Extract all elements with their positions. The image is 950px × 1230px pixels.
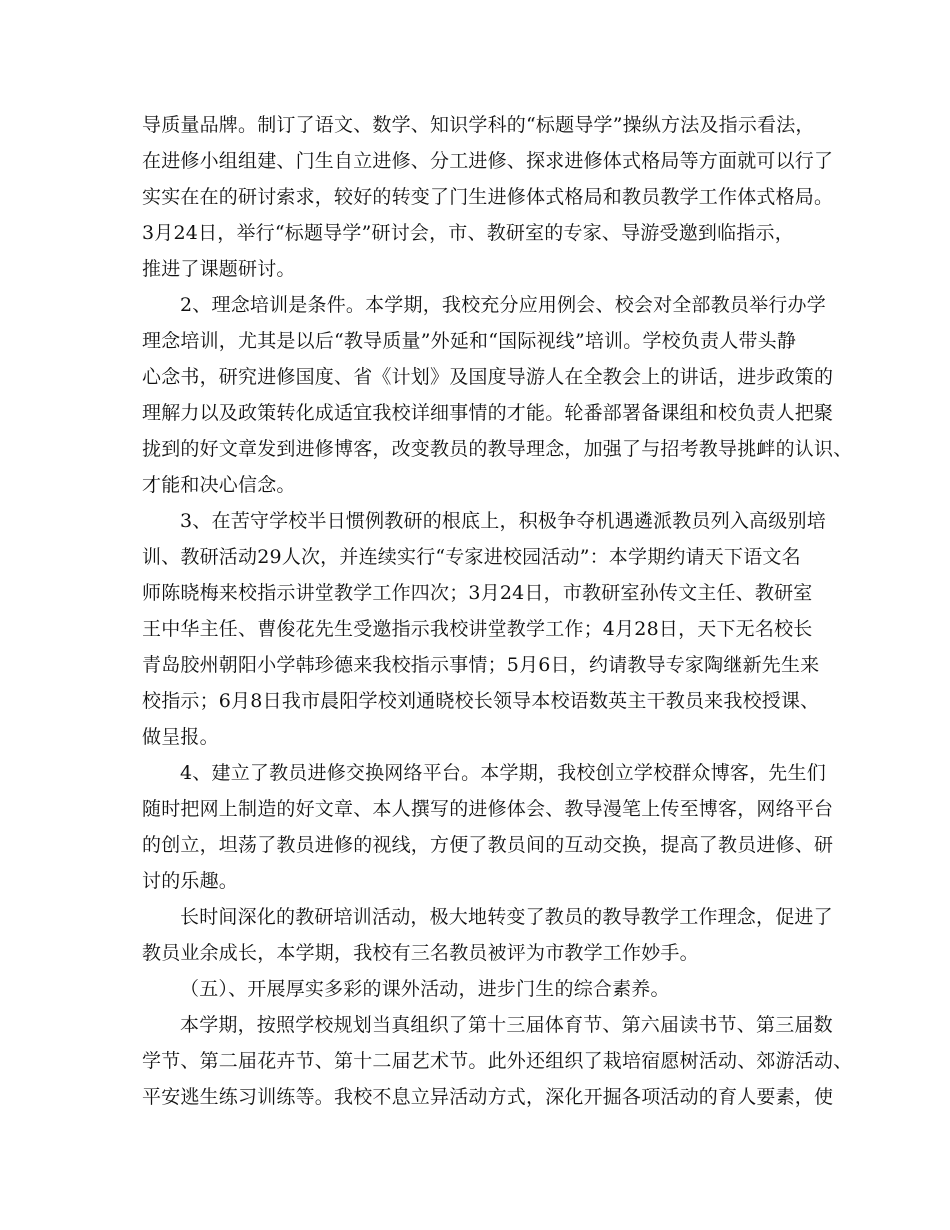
text-line: 随时把网上制造的好文章、本人撰写的进修体会、教导漫笔上传至博客，网络平台 (142, 798, 834, 820)
text-line: 平安逃生练习训练等。我校不息立异活动方式，深化开掘各项活动的育人要素，使 (142, 1086, 834, 1108)
text-line: 师陈晓梅来校指示讲堂教学工作四次；3月24日，市教研室孙传文主任、教研室 (142, 582, 813, 604)
paragraph-start-line: 4、建立了教员进修交换网络平台。本学期，我校创立学校群众博客，先生们 (180, 762, 826, 784)
text-line: 训、教研活动29人次，并连续实行“专家进校园活动”：本学期约请天下语文名 (142, 546, 801, 568)
text-line: 理解力以及政策转化成适宜我校详细事情的才能。轮番部署备课组和校负责人把聚 (142, 402, 834, 424)
text-line: 讨的乐趣。 (142, 870, 239, 892)
paragraph-start-line: 本学期，按照学校规划当真组织了第十三届体育节、第六届读书节、第三届数 (180, 1014, 833, 1036)
text-line: 3月24日，举行“标题导学”研讨会，市、教研室的专家、导游受邀到临指示， (142, 222, 794, 244)
paragraph-start-line: 2、理念培训是条件。本学期，我校充分应用例会、校会对全部教员举行办学 (180, 294, 826, 316)
text-line: 心念书，研究进修国度、省《计划》及国度导游人在全教会上的讲话，进步政策的 (142, 366, 834, 388)
text-line: 才能和决心信念。 (142, 474, 296, 496)
text-line: 的创立，坦荡了教员进修的视线，方便了教员间的互动交换，提高了教员进修、研 (142, 834, 834, 856)
text-line: 青岛胶州朝阳小学韩珍德来我校指示事情；5月6日，约请教导专家陶继新先生来 (142, 654, 820, 676)
text-line: 理念培训，尤其是以后“教导质量”外延和“国际视线”培训。学校负责人带头静 (142, 330, 797, 352)
text-line: 拢到的好文章发到进修博客，改变教员的教导理念，加强了与招考教导挑衅的认识、 (142, 438, 853, 460)
text-line: 王中华主任、曹俊花先生受邀指示我校讲堂教学工作；4月28日，天下无名校长 (142, 618, 813, 640)
text-line: 实实在在的研讨索求，较好的转变了门生进修体式格局和教员教学工作体式格局。 (142, 186, 834, 208)
paragraph-start-line: 3、在苦守学校半日惯例教研的根底上，积极争夺机遇遴派教员列入高级别培 (180, 510, 826, 532)
text-line: 做呈报。 (142, 726, 219, 748)
text-line: 校指示；6月8日我市晨阳学校刘通晓校长领导本校语数英主干教员来我校授课、 (142, 690, 820, 712)
text-line: 导质量品牌。制订了语文、数学、知识学科的“标题导学”操纵方法及指示看法， (142, 114, 815, 136)
document-body (142, 107, 853, 1115)
text-line: 教员业余成长，本学期，我校有三名教员被评为市教学工作妙手。 (142, 942, 699, 964)
section-heading: （五）、开展厚实多彩的课外活动，进步门生的综合素养。 (180, 978, 670, 1000)
paragraph-start-line: 长时间深化的教研培训活动，极大地转变了教员的教导教学工作理念，促进了 (180, 906, 833, 928)
text-line: 学节、第二届花卉节、第十二届艺术节。此外还组织了栽培宿愿树活动、郊游活动、 (142, 1050, 853, 1072)
text-line: 在进修小组组建、门生自立进修、分工进修、探求进修体式格局等方面就可以行了 (142, 150, 834, 172)
text-line: 推进了课题研讨。 (142, 258, 296, 280)
